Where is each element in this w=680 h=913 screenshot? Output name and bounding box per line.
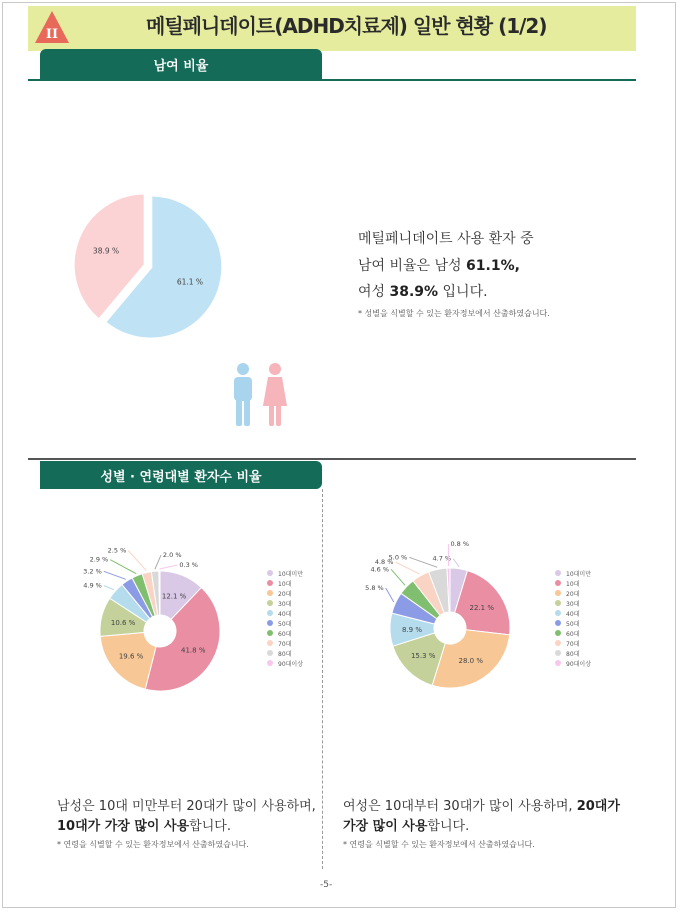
page-title: 메틸페니데이트(ADHD치료제) 일반 현황 (1/2) <box>146 14 547 38</box>
roman-numeral: II <box>45 27 59 42</box>
column-divider <box>322 489 323 869</box>
male-summary-line-2: 10대가 가장 많이 사용합니다. <box>57 819 231 834</box>
legend-swatch <box>555 640 561 646</box>
slice-label-male-9: 0.3 % <box>179 561 199 570</box>
legend-item-male-7 <box>267 638 303 648</box>
legend-label: 60대 <box>278 630 292 638</box>
slice-label-male-1: 41.8 % <box>181 646 206 655</box>
male-age-pie-chart <box>60 545 260 705</box>
legend-label: 90대이상 <box>566 660 592 668</box>
legend-item-male-6 <box>267 628 303 638</box>
legend-swatch <box>267 570 273 576</box>
slice-label-female-2: 28.0 % <box>458 656 483 665</box>
slice-label-female-3: 15.3 % <box>410 651 436 660</box>
slice-label-female-0: 4.7 % <box>432 554 452 563</box>
legend-item-male-0 <box>267 568 303 578</box>
tab-gender-age-ratio: 성별 · 연령대별 환자수 비율 <box>40 461 322 489</box>
legend-swatch <box>555 580 561 586</box>
legend-label: 50대 <box>566 620 580 628</box>
summary-line-3: 여성 38.9% 입니다. <box>358 284 488 300</box>
legend-item-female-4 <box>555 608 591 618</box>
legend-item-female-7 <box>555 638 591 648</box>
legend-item-male-8 <box>267 648 303 658</box>
legend-swatch <box>555 650 561 656</box>
slice-label-female-8: 5.0 % <box>388 553 408 562</box>
legend-label: 30대 <box>278 600 292 608</box>
legend-label: 10대미만 <box>278 570 304 578</box>
legend-label: 30대 <box>566 600 580 608</box>
legend-item-male-1 <box>267 578 303 588</box>
slice-label-female-9: 0.8 % <box>450 540 470 549</box>
legend-label: 90대이상 <box>278 660 304 668</box>
slice-label-gender-1: 38.9 % <box>92 246 120 256</box>
divider <box>28 458 636 460</box>
legend-label: 10대 <box>278 580 292 588</box>
legend-item-female-5 <box>555 618 591 628</box>
legend-label: 10대미만 <box>566 570 592 578</box>
slice-label-male-5: 3.2 % <box>83 567 102 576</box>
female-age-note: * 연령을 식별할 수 있는 환자정보에서 산출하였습니다. <box>343 840 535 849</box>
slice-label-male-0: 12.1 % <box>161 592 187 601</box>
slice-label-female-5: 5.8 % <box>365 583 384 592</box>
female-age-pie-chart <box>350 540 550 700</box>
slice-label-gender-0: 61.1 % <box>176 277 204 287</box>
legend-swatch <box>267 640 273 646</box>
slice-label-female-6: 4.6 % <box>370 565 390 574</box>
tab-gender-ratio: 남여 비율 <box>40 49 322 79</box>
legend-item-female-3 <box>555 598 591 608</box>
legend-label: 80대 <box>278 650 292 658</box>
legend-item-male-5 <box>267 618 303 628</box>
slice-label-female-1: 22.1 % <box>469 604 494 613</box>
male-age-note: * 연령을 식별할 수 있는 환자정보에서 산출하였습니다. <box>57 840 249 849</box>
legend-item-female-1 <box>555 578 591 588</box>
leader-line-female-6 <box>391 569 405 585</box>
legend-swatch <box>267 650 273 656</box>
legend-swatch <box>555 660 561 666</box>
leader-line-male-5 <box>104 571 126 579</box>
legend-label: 60대 <box>566 630 580 638</box>
divider <box>28 79 636 81</box>
slice-label-female-4: 8.9 % <box>402 626 423 635</box>
leader-line-male-9 <box>159 565 177 569</box>
donut-hole-male <box>144 615 176 647</box>
legend-swatch <box>267 630 273 636</box>
gender-note: * 성별을 식별할 수 있는 환자정보에서 산출하였습니다. <box>358 309 550 318</box>
slice-label-male-2: 19.6 % <box>118 652 144 661</box>
legend-label: 20대 <box>278 590 292 598</box>
legend-item-female-8 <box>555 648 591 658</box>
male-person-icon <box>230 362 256 428</box>
summary-line-1: 메틸페니데이트 사용 환자 중 <box>358 231 534 247</box>
legend-item-male-3 <box>267 598 303 608</box>
legend-swatch <box>555 620 561 626</box>
legend-swatch <box>555 610 561 616</box>
legend-swatch <box>267 610 273 616</box>
legend-item-male-9 <box>267 658 303 668</box>
leader-line-female-5 <box>386 588 394 602</box>
legend-swatch <box>555 630 561 636</box>
legend-item-female-0 <box>555 568 591 578</box>
male-summary-line-1: 남성은 10대 미만부터 20대가 많이 사용하며, <box>57 799 316 814</box>
female-summary-line-2: 가장 많이 사용합니다. <box>343 819 470 834</box>
slice-label-male-6: 2.9 % <box>89 555 109 564</box>
legend-swatch <box>267 620 273 626</box>
leader-line-female-7 <box>395 562 419 574</box>
slice-label-male-4: 4.9 % <box>83 581 102 590</box>
legend-item-female-6 <box>555 628 591 638</box>
page-frame <box>2 2 676 908</box>
legend-swatch <box>267 660 273 666</box>
legend-label: 40대 <box>278 610 292 618</box>
page-number: -5- <box>320 880 333 890</box>
leader-line-male-7 <box>128 551 146 571</box>
legend-swatch <box>555 600 561 606</box>
legend-label: 80대 <box>566 650 580 658</box>
donut-hole-female <box>434 612 466 644</box>
legend-item-male-2 <box>267 588 303 598</box>
leader-line-male-6 <box>110 560 136 574</box>
legend-item-female-2 <box>555 588 591 598</box>
leader-line-male-4 <box>104 586 114 590</box>
slice-label-male-3: 10.6 % <box>110 618 136 627</box>
legend-label: 50대 <box>278 620 292 628</box>
legend-item-male-4 <box>267 608 303 618</box>
gender-pie-chart <box>70 188 230 348</box>
legend-label: 70대 <box>278 640 292 648</box>
legend-label: 10대 <box>566 580 580 588</box>
legend-swatch <box>267 590 273 596</box>
legend-item-female-9 <box>555 658 591 668</box>
section-roman-icon <box>34 10 70 44</box>
female-summary-line-1: 여성은 10대부터 30대가 많이 사용하며, 20대가 <box>343 799 620 814</box>
summary-line-2: 남여 비율은 남성 61.1%, <box>358 258 520 274</box>
slice-label-female-7: 4.8 % <box>374 558 394 567</box>
female-age-legend <box>555 568 591 668</box>
legend-swatch <box>267 580 273 586</box>
legend-swatch <box>555 590 561 596</box>
leader-line-female-0 <box>453 559 459 567</box>
legend-label: 20대 <box>566 590 580 598</box>
male-age-legend <box>267 568 303 668</box>
legend-swatch <box>555 570 561 576</box>
slice-label-male-7: 2.5 % <box>107 546 127 555</box>
leader-line-male-8 <box>155 555 161 569</box>
legend-swatch <box>267 600 273 606</box>
legend-label: 70대 <box>566 640 580 648</box>
slice-label-male-8: 2.0 % <box>162 551 182 560</box>
female-person-icon <box>262 362 288 428</box>
legend-label: 40대 <box>566 610 580 618</box>
